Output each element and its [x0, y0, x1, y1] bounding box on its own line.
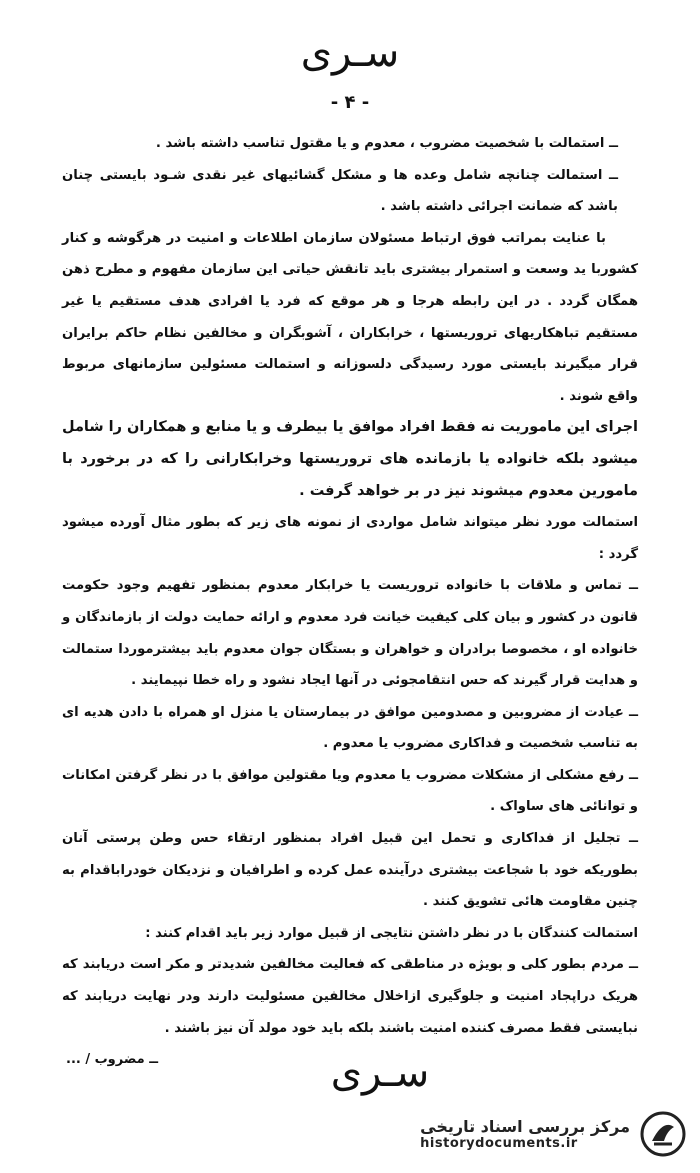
paragraph: ــ استمالت چنانچه شامل وعده ها و مشکل گشائیهای غیر نقدی شـود بایستی چنان باشد که ضمانت اجرائی داشته باشد . — [62, 167, 618, 215]
paragraph: ــ عیادت از مضروبین و مصدومین موافق در بیمارستان یا منزل او همراه با دادن هدیه ای به تناسب شخصیت و فداکاری مضروب یا معدوم . — [62, 704, 638, 752]
watermark-url: historydocuments.ir — [420, 1136, 578, 1151]
archive-logo-icon — [640, 1111, 686, 1157]
watermark — [386, 1105, 686, 1163]
paragraph: استمالت مورد نظر میتواند شامل مواردی از نمونه های زیر که بطور مثال آورده میشود گردد : — [62, 515, 638, 562]
classification-stamp-top: سـری — [300, 30, 400, 76]
page-number: - ۴ - — [330, 92, 370, 113]
paragraph: ــ تماس و ملاقات با خانواده تروریست یا خرابکار معدوم بمنظور تفهیم وجود حکومت قانون در کشور و بیان کلی کیفیت خیانت فرد معدوم و ارائه حمایت دولت از بازماندگان و خانواده او ، مخصوصا برادران و خواهران و بستگان جوان معدوم باید بیشترموردا ستمالت و هدایت قرار گیرند که حس انتقامجوئی در آنها ایجاد نشود و راه خطا نپیمایند . — [62, 578, 638, 689]
paragraph: با عنایت بمراتب فوق ارتباط مسئولان سازمان اطلاعات و امنیت در هرگوشه و کنار کشوربا ید وسعت و استمرار بیشتری باید تانقش حیاتی این سازمان مفهوم و مطرح ذهن همگان گردد . در این رابطه هرجا و هر موقع که فرد یا افرادی هدف مستقیم یا غیر مستقیم تباهکاریهای تروریستها ، خرابکاران ، آشوبگران و مخالفین نظام حاکم برایران قرار میگیرند بایستی مورد رسیدگی دلسوزانه و استمالت مسئولین سازمانهای مربوط واقع شوند . — [62, 230, 638, 404]
paragraph: استمالت کنندگان با در نظر داشتن نتایجی از قبیل موارد زیر باید اقدام کنند : — [145, 925, 638, 941]
distribution-note: ــ مضروب / ... — [66, 1052, 159, 1067]
document-body — [62, 128, 638, 1044]
watermark-text — [420, 1117, 630, 1151]
paragraph: ــ مردم بطور کلی و بویژه در مناطقی که فعالیت مخالفین شدیدتر و مکر است دریابند که هریک دراپجاد امنیت و جلوگیری ازاخلال مخالفین مسئولیت دارند ودر نهایت دریابند که نبایستی فقط مصرف کننده امنیت باشند بلکه باید خود مولد آن نیز باشند . — [62, 957, 638, 1036]
paragraph: اجرای این ماموریت نه فقط افراد موافق یا بیطرف و یا منابع و همکاران را شامل میشود بلکه خانواده یا بازمانده های تروریستها وخرابکارانی را که در برخورد با مامورین معدوم میشوند نیز در بر خواهد گرفت . — [62, 419, 638, 499]
paragraph: ــ رفع مشکلی از مشکلات مضروب یا معدوم ویا مقتولین موافق با در نظر گرفتن امکانات و توانائی های ساواک . — [62, 767, 638, 815]
paragraph: ــ تجلیل از فداکاری و تحمل این قبیل افراد بمنظور ارتقاء حس وطن پرستی آنان بطوریکه خود با شجاعت بیشتری درآینده عمل کرده و اطرافیان و نزدیکان خودراباقدام به چنین مقاومت هائی تشویق کنند . — [62, 831, 638, 910]
watermark-title: مرکز بررسی اسناد تاریخی — [420, 1117, 630, 1136]
paragraph: ــ استمالت با شخصیت مضروب ، معدوم و یا مقتول تناسب داشته باشد . — [155, 136, 618, 151]
classification-stamp-bottom: سـری — [330, 1050, 430, 1096]
